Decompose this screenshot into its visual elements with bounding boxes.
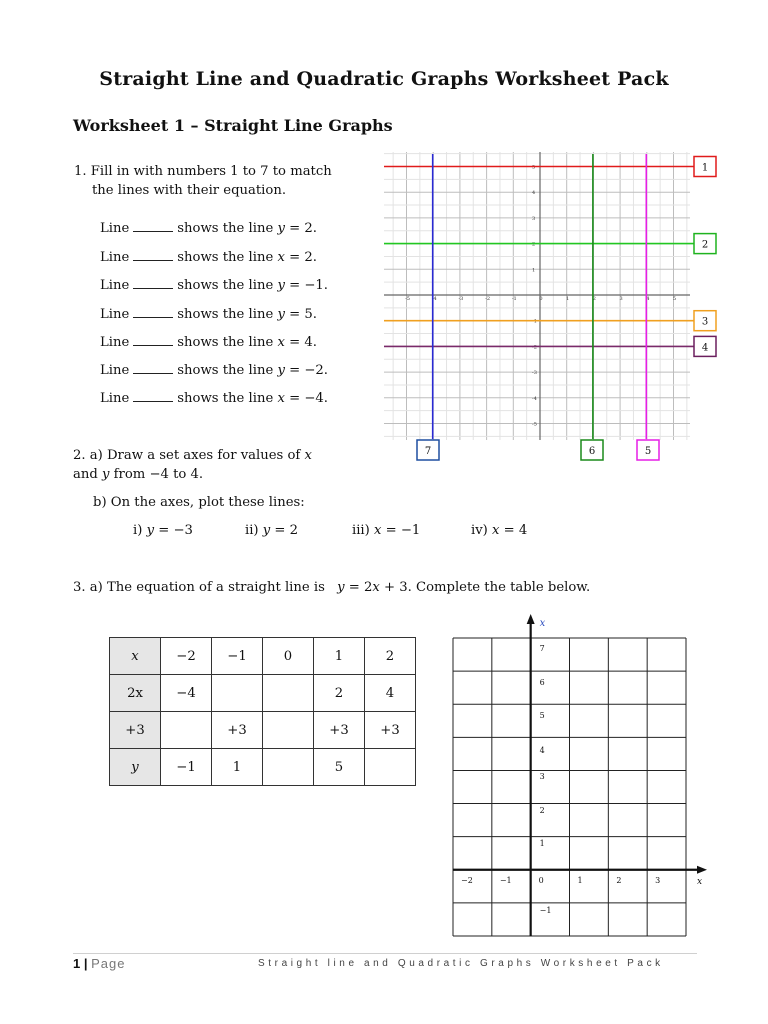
y-axis-label: x: [539, 618, 546, 629]
line-label-number: 4: [701, 342, 709, 354]
table-cell: 2: [365, 638, 416, 675]
x-tick-label: 5: [672, 296, 677, 302]
answer-blank[interactable]: [133, 305, 173, 318]
q2a-text2: and: [73, 467, 102, 482]
equation-var: y: [277, 278, 285, 293]
line-label-box-6: [581, 440, 603, 460]
q3-blank-grid: [445, 610, 715, 945]
table-cell: −1: [212, 638, 263, 675]
table-cell: +3: [314, 712, 365, 749]
q2-line-item: [133, 521, 193, 540]
footer-divider: [73, 953, 697, 954]
answer-blank[interactable]: [133, 333, 173, 346]
equation-rest: = −4.: [284, 391, 328, 406]
y-tick-label: −1: [539, 906, 552, 915]
q3-table: [109, 637, 416, 786]
line-word: Line: [100, 391, 130, 406]
y-tick-label: -3: [532, 370, 537, 377]
x-axis-arrow: [697, 866, 707, 874]
equation-rest: = 4.: [284, 335, 317, 350]
x-tick-label: 1: [577, 875, 583, 885]
x-tick-label: 0: [538, 875, 544, 885]
table-row: [110, 638, 416, 675]
q3-instruction: [73, 578, 590, 597]
q1-match-row: [100, 361, 328, 380]
line-word: Line: [100, 363, 130, 378]
item-var: y: [146, 523, 155, 538]
y-tick-label: 5: [539, 711, 545, 720]
x-tick-label: 3: [655, 875, 661, 885]
table-cell[interactable]: [263, 749, 314, 786]
table-cell: 1: [314, 638, 365, 675]
y-tick-label: -1: [532, 318, 537, 325]
equation-rest: = 2.: [284, 221, 317, 236]
y-tick-label: 1: [532, 267, 536, 274]
footer-document-name: Straight line and Quadratic Graphs Worksheet Pack: [258, 958, 664, 969]
equation-rest: = 2.: [284, 250, 317, 265]
row-header-cell: +3: [110, 712, 161, 749]
q2-line-item: [471, 521, 527, 540]
x-tick-label: -5: [405, 296, 410, 302]
item-var: x: [374, 523, 382, 538]
y-tick-label: 4: [532, 190, 536, 197]
x-tick-label: −2: [461, 875, 473, 885]
x-tick-label: 3: [619, 296, 623, 302]
x-tick-label: -1: [511, 296, 517, 302]
shows-text: shows the line: [177, 221, 274, 236]
equation-var: y: [277, 221, 285, 236]
page-sep: |: [80, 956, 92, 971]
q1-instruction-line2: the lines with their equation.: [92, 183, 287, 198]
y-tick-label: 3: [539, 772, 545, 781]
y-tick-label: 2: [539, 806, 545, 815]
y-tick-label: -4: [532, 395, 537, 402]
line-word: Line: [100, 278, 130, 293]
row-header-cell: 2x: [110, 675, 161, 712]
page-title: Straight Line and Quadratic Graphs Worksheet Pack: [99, 68, 669, 90]
x-axis-label: x: [697, 876, 703, 887]
x-tick-label: 2: [592, 296, 596, 302]
q1-match-row: [100, 276, 328, 295]
table-cell[interactable]: [263, 675, 314, 712]
line-label-number: 1: [701, 162, 709, 174]
line-label-number: 7: [424, 446, 432, 457]
table-cell: 5: [314, 749, 365, 786]
item-num: iii): [352, 523, 374, 538]
line-label-box-5: [637, 440, 659, 460]
page-word: Page: [91, 956, 126, 971]
equation-var: y: [277, 307, 285, 322]
q1-match-row: [100, 333, 317, 352]
shows-text: shows the line: [177, 391, 274, 406]
q1-instruction-line1: 1. Fill in with numbers 1 to 7 to match: [74, 164, 332, 179]
item-num: ii): [245, 523, 263, 538]
x-tick-label: 1: [566, 296, 570, 302]
line-label-box-7: [417, 440, 439, 460]
answer-blank[interactable]: [133, 389, 173, 402]
item-num: iv): [471, 523, 493, 538]
q2-line-item: [245, 521, 298, 540]
equation-rest: = −2.: [284, 363, 328, 378]
line-label-number: 2: [701, 239, 709, 251]
table-cell[interactable]: [263, 712, 314, 749]
table-cell: −2: [161, 638, 212, 675]
q2-line-item: [352, 521, 420, 540]
line-word: Line: [100, 335, 130, 350]
q2a-line2: [73, 465, 203, 484]
table-cell[interactable]: [212, 675, 263, 712]
y-tick-label: 6: [539, 678, 545, 687]
item-rest: = −1: [381, 523, 421, 538]
line-label-box-4: [694, 336, 716, 356]
item-num: i): [133, 523, 147, 538]
y-tick-label: 1: [539, 839, 545, 848]
line-label-box-2: [694, 234, 716, 254]
item-rest: = 4: [499, 523, 528, 538]
y-tick-label: 5: [532, 164, 536, 171]
q2a-text3: from −4 to 4.: [109, 467, 204, 482]
y-tick-label: 2: [532, 241, 536, 248]
x-tick-label: 2: [616, 875, 622, 885]
table-cell: 0: [263, 638, 314, 675]
answer-blank[interactable]: [133, 276, 173, 289]
row-header-cell: y: [110, 749, 161, 786]
q1-match-row: [100, 389, 328, 408]
line-word: Line: [100, 307, 130, 322]
q3-eq-end: + 3: [379, 580, 408, 595]
answer-blank[interactable]: [133, 248, 173, 261]
item-var: x: [492, 523, 500, 538]
y-tick-label: -2: [532, 344, 537, 351]
q1-match-row: [100, 305, 317, 324]
shows-text: shows the line: [177, 250, 274, 265]
matching-lines-graph: [370, 150, 730, 470]
table-cell[interactable]: [365, 749, 416, 786]
y-tick-label: -5: [532, 421, 537, 428]
y-axis-arrow: [527, 614, 535, 624]
x-tick-label: -4: [431, 296, 437, 302]
q2a-line1: [73, 446, 312, 465]
q3-eq-y: y: [337, 580, 345, 595]
line-label-box-3: [694, 311, 716, 331]
q2b-instruction: b) On the axes, plot these lines:: [93, 495, 305, 510]
line-label-number: 3: [701, 316, 709, 328]
table-cell: −4: [161, 675, 212, 712]
footer-page: [73, 956, 125, 971]
table-row: [110, 749, 416, 786]
line-label-box-1: [694, 157, 716, 177]
x-tick-label: 0: [539, 296, 543, 302]
table-row: [110, 712, 416, 749]
table-row: [110, 675, 416, 712]
q2a-var: x: [304, 448, 312, 463]
equation-var: x: [277, 250, 285, 265]
q1-match-row: [100, 219, 317, 238]
line-label-number: 6: [588, 446, 596, 457]
shows-text: shows the line: [177, 335, 274, 350]
x-tick-label: -3: [458, 296, 464, 302]
table-cell: 2: [314, 675, 365, 712]
table-cell[interactable]: [161, 712, 212, 749]
y-tick-label: 7: [539, 644, 545, 653]
equation-var: x: [277, 335, 285, 350]
line-word: Line: [100, 221, 130, 236]
table-cell: −1: [161, 749, 212, 786]
item-rest: = 2: [270, 523, 299, 538]
x-tick-label: -2: [485, 296, 491, 302]
shows-text: shows the line: [177, 278, 274, 293]
shows-text: shows the line: [177, 363, 274, 378]
equation-var: y: [277, 363, 285, 378]
shows-text: shows the line: [177, 307, 274, 322]
q3-post: . Complete the table below.: [407, 580, 591, 595]
q3-pre: 3. a) The equation of a straight line is: [73, 580, 330, 595]
x-tick-label: −1: [499, 875, 512, 885]
answer-blank[interactable]: [133, 219, 173, 232]
equation-rest: = 5.: [284, 307, 317, 322]
row-header-cell: x: [110, 638, 161, 675]
y-tick-label: 3: [532, 215, 536, 222]
item-var: y: [262, 523, 271, 538]
item-rest: = −3: [154, 523, 193, 538]
table-cell: 4: [365, 675, 416, 712]
equation-var: x: [277, 391, 285, 406]
table-cell: 1: [212, 749, 263, 786]
line-word: Line: [100, 250, 130, 265]
q2a-var2: y: [102, 467, 110, 482]
table-cell: +3: [365, 712, 416, 749]
q3-eq-x: x: [372, 580, 380, 595]
answer-blank[interactable]: [133, 361, 173, 374]
line-label-number: 5: [644, 446, 652, 457]
y-tick-label: 4: [539, 746, 545, 755]
q1-match-row: [100, 248, 317, 267]
table-cell: +3: [212, 712, 263, 749]
q3-eq-mid: = 2: [344, 580, 373, 595]
x-tick-label: 4: [646, 296, 650, 302]
equation-rest: = −1.: [284, 278, 328, 293]
worksheet-heading: Worksheet 1 – Straight Line Graphs: [73, 116, 393, 135]
q2a-text: 2. a) Draw a set axes for values of: [73, 448, 305, 463]
page-number: 1: [73, 956, 81, 971]
